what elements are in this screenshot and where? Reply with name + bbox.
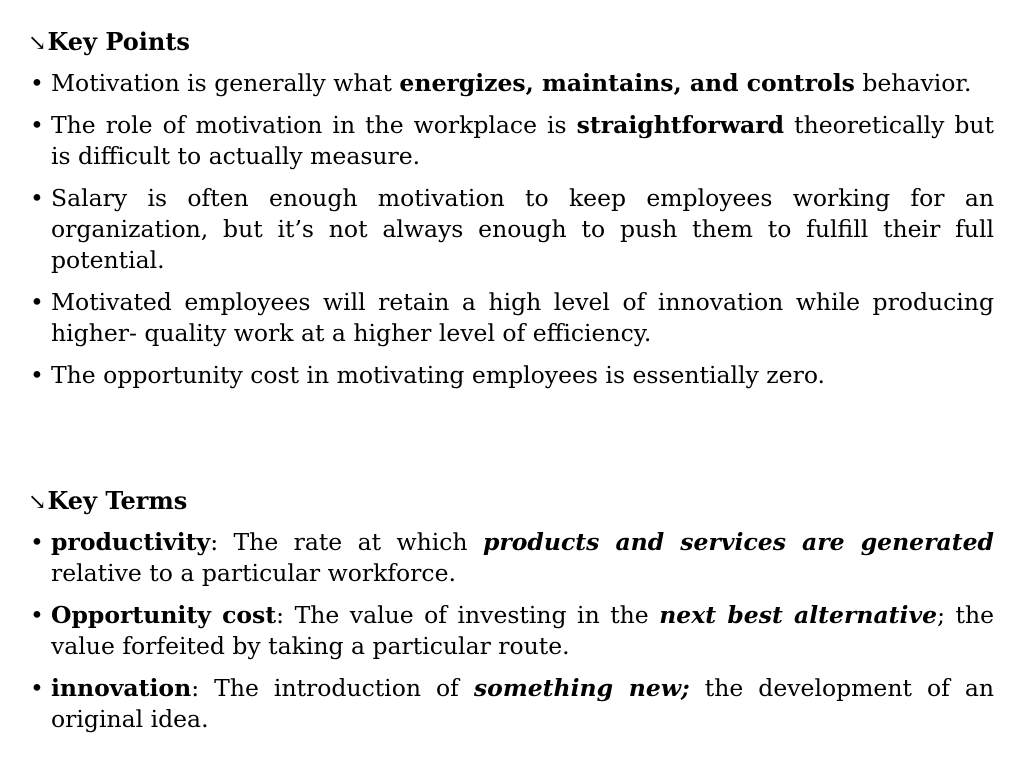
text: The opportunity cost in motivating employees is essentially zero. [51,361,826,389]
text: ; the value forfeited by taking a particular route. [51,601,994,660]
text: The role of motivation in the workplace is [51,111,577,139]
text: Motivated employees will retain a high level of innovation while producing higher- quality work at a higher level of efficiency. [51,288,994,347]
emphasis-text: something new; [473,674,690,702]
bold-text: straightforward [576,111,785,139]
list-item [28,110,994,172]
emphasis-text: products and services are generated [482,528,994,556]
key-points-title: Key Points [47,27,190,56]
key-points-list [28,68,994,402]
arrow-icon: ↘ [28,490,47,515]
bullet-icon: • [30,69,44,97]
emphasis-text: next best alternative [659,601,938,629]
list-item [28,673,994,735]
bullet-icon: • [30,184,44,212]
list-item [28,183,994,276]
bold-text: energizes, maintains, and controls [399,69,855,97]
text: the development of an original idea. [51,674,995,733]
bullet-icon: • [30,361,44,389]
key-terms-title: Key Terms [47,486,188,515]
text: : The value of investing in the [276,601,660,629]
bullet-icon: • [30,601,44,629]
key-terms-list [28,527,994,746]
list-item [28,287,994,349]
list-item [28,527,994,589]
text: theoretically but is difficult to actually measure. [51,111,994,170]
list-item [28,68,994,99]
list-item [28,600,994,662]
bullet-icon: • [30,288,44,316]
arrow-icon: ↘ [28,31,47,56]
text: behavior. [854,69,972,97]
bullet-icon: • [30,674,44,702]
text: : The introduction of [191,674,474,702]
term: productivity [51,528,211,556]
key-terms-heading [28,485,187,516]
text: : The rate at which [210,528,483,556]
text: relative to a particular workforce. [51,559,456,587]
bullet-icon: • [30,528,44,556]
key-points-heading [28,26,190,57]
text: Salary is often enough motivation to keep employees working for an organization, but it’s not always enough to push them to fulfill their full potential. [51,184,994,274]
list-item [28,360,994,391]
bullet-icon: • [30,111,44,139]
text: Motivation is generally what [51,69,400,97]
term: Opportunity cost [51,601,277,629]
term: innovation [51,674,192,702]
